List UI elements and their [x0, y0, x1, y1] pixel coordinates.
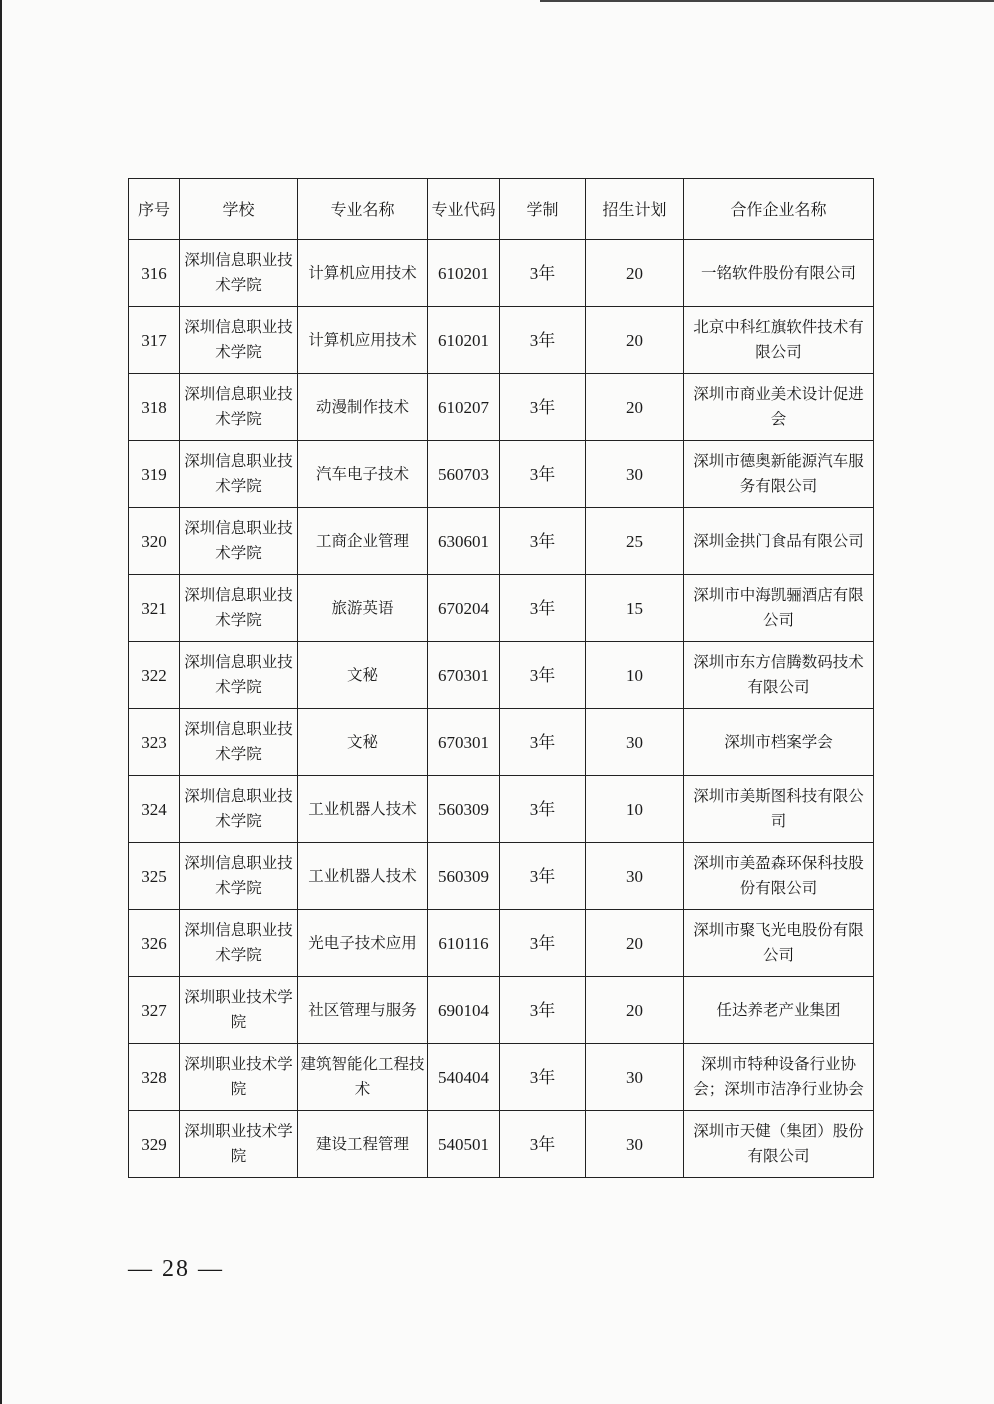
table-row [129, 575, 874, 642]
cell-col-code: 610116 [428, 910, 500, 977]
cell-col-major: 旅游英语 [298, 575, 428, 642]
cell-col-plan: 30 [586, 1111, 684, 1178]
cell-col-duration: 3年 [500, 1111, 586, 1178]
cell-col-duration: 3年 [500, 843, 586, 910]
cell-col-seq: 317 [129, 307, 180, 374]
cell-col-partner: 深圳市东方信腾数码技术有限公司 [684, 642, 874, 709]
scan-edge-top [540, 0, 994, 2]
cell-col-plan: 15 [586, 575, 684, 642]
cell-col-school: 深圳信息职业技术学院 [180, 240, 298, 307]
table-row [129, 642, 874, 709]
cell-col-code: 690104 [428, 977, 500, 1044]
cell-col-code: 610201 [428, 240, 500, 307]
cell-col-plan: 30 [586, 843, 684, 910]
cell-col-partner: 深圳市聚飞光电股份有限公司 [684, 910, 874, 977]
cell-col-seq: 322 [129, 642, 180, 709]
cell-col-code: 610201 [428, 307, 500, 374]
cell-col-plan: 20 [586, 374, 684, 441]
cell-col-code: 670301 [428, 709, 500, 776]
cell-col-school: 深圳职业技术学院 [180, 1044, 298, 1111]
cell-col-plan: 10 [586, 776, 684, 843]
table-row [129, 441, 874, 508]
header-col-code: 专业代码 [428, 179, 500, 240]
table-row [129, 374, 874, 441]
cell-col-code: 560309 [428, 776, 500, 843]
cell-col-seq: 326 [129, 910, 180, 977]
cell-col-major: 工业机器人技术 [298, 776, 428, 843]
cell-col-partner: 深圳市美盈森环保科技股份有限公司 [684, 843, 874, 910]
cell-col-school: 深圳信息职业技术学院 [180, 910, 298, 977]
cell-col-school: 深圳信息职业技术学院 [180, 843, 298, 910]
cell-col-school: 深圳职业技术学院 [180, 1111, 298, 1178]
cell-col-duration: 3年 [500, 575, 586, 642]
cell-col-plan: 20 [586, 977, 684, 1044]
table-row [129, 977, 874, 1044]
cell-col-duration: 3年 [500, 374, 586, 441]
cell-col-major: 汽车电子技术 [298, 441, 428, 508]
cell-col-seq: 320 [129, 508, 180, 575]
cell-col-duration: 3年 [500, 441, 586, 508]
table-row [129, 843, 874, 910]
cell-col-major: 光电子技术应用 [298, 910, 428, 977]
cell-col-school: 深圳信息职业技术学院 [180, 642, 298, 709]
cell-col-code: 670301 [428, 642, 500, 709]
table-row [129, 508, 874, 575]
header-col-partner: 合作企业名称 [684, 179, 874, 240]
cell-col-duration: 3年 [500, 508, 586, 575]
cell-col-major: 工业机器人技术 [298, 843, 428, 910]
cell-col-major: 建筑智能化工程技术 [298, 1044, 428, 1111]
cell-col-seq: 327 [129, 977, 180, 1044]
cell-col-school: 深圳信息职业技术学院 [180, 709, 298, 776]
cell-col-duration: 3年 [500, 709, 586, 776]
cell-col-plan: 30 [586, 1044, 684, 1111]
cell-col-seq: 319 [129, 441, 180, 508]
header-col-plan: 招生计划 [586, 179, 684, 240]
cell-col-seq: 323 [129, 709, 180, 776]
cell-col-duration: 3年 [500, 910, 586, 977]
cell-col-seq: 325 [129, 843, 180, 910]
cell-col-partner: 深圳市特种设备行业协会；深圳市洁净行业协会 [684, 1044, 874, 1111]
cell-col-code: 540404 [428, 1044, 500, 1111]
cell-col-partner: 深圳市德奥新能源汽车服务有限公司 [684, 441, 874, 508]
cell-col-partner: 任达养老产业集团 [684, 977, 874, 1044]
cell-col-school: 深圳信息职业技术学院 [180, 307, 298, 374]
cell-col-major: 动漫制作技术 [298, 374, 428, 441]
cell-col-school: 深圳信息职业技术学院 [180, 508, 298, 575]
cell-col-seq: 318 [129, 374, 180, 441]
table-row [129, 240, 874, 307]
header-col-seq: 序号 [129, 179, 180, 240]
cell-col-code: 630601 [428, 508, 500, 575]
table-row [129, 1044, 874, 1111]
cell-col-duration: 3年 [500, 307, 586, 374]
header-col-school: 学校 [180, 179, 298, 240]
table-row [129, 307, 874, 374]
header-col-major: 专业名称 [298, 179, 428, 240]
cell-col-partner: 北京中科红旗软件技术有限公司 [684, 307, 874, 374]
cell-col-partner: 深圳市商业美术设计促进会 [684, 374, 874, 441]
cell-col-code: 610207 [428, 374, 500, 441]
table-row [129, 776, 874, 843]
page-number: — 28 — [128, 1256, 224, 1282]
cell-col-major: 建设工程管理 [298, 1111, 428, 1178]
cell-col-plan: 20 [586, 910, 684, 977]
cell-col-major: 计算机应用技术 [298, 240, 428, 307]
table-row [129, 1111, 874, 1178]
cell-col-code: 560703 [428, 441, 500, 508]
cell-col-plan: 10 [586, 642, 684, 709]
cell-col-major: 社区管理与服务 [298, 977, 428, 1044]
cell-col-seq: 324 [129, 776, 180, 843]
cell-col-plan: 30 [586, 709, 684, 776]
cell-col-duration: 3年 [500, 776, 586, 843]
cell-col-partner: 深圳市天健（集团）股份有限公司 [684, 1111, 874, 1178]
table-row [129, 709, 874, 776]
cell-col-school: 深圳信息职业技术学院 [180, 441, 298, 508]
cell-col-seq: 321 [129, 575, 180, 642]
cell-col-duration: 3年 [500, 240, 586, 307]
table-header-row [129, 179, 874, 240]
cell-col-major: 计算机应用技术 [298, 307, 428, 374]
cell-col-major: 文秘 [298, 642, 428, 709]
cell-col-duration: 3年 [500, 1044, 586, 1111]
enrollment-plan-table [128, 178, 874, 1178]
cell-col-partner: 深圳市档案学会 [684, 709, 874, 776]
cell-col-seq: 328 [129, 1044, 180, 1111]
table-row [129, 910, 874, 977]
cell-col-code: 540501 [428, 1111, 500, 1178]
cell-col-major: 文秘 [298, 709, 428, 776]
cell-col-school: 深圳信息职业技术学院 [180, 575, 298, 642]
cell-col-school: 深圳信息职业技术学院 [180, 776, 298, 843]
cell-col-school: 深圳职业技术学院 [180, 977, 298, 1044]
cell-col-plan: 20 [586, 240, 684, 307]
cell-col-partner: 深圳金拱门食品有限公司 [684, 508, 874, 575]
table-body [129, 240, 874, 1178]
cell-col-duration: 3年 [500, 642, 586, 709]
header-col-duration: 学制 [500, 179, 586, 240]
cell-col-code: 670204 [428, 575, 500, 642]
scan-edge-left [0, 0, 2, 1404]
cell-col-duration: 3年 [500, 977, 586, 1044]
cell-col-seq: 316 [129, 240, 180, 307]
cell-col-partner: 一铭软件股份有限公司 [684, 240, 874, 307]
cell-col-code: 560309 [428, 843, 500, 910]
cell-col-major: 工商企业管理 [298, 508, 428, 575]
cell-col-school: 深圳信息职业技术学院 [180, 374, 298, 441]
cell-col-plan: 25 [586, 508, 684, 575]
cell-col-partner: 深圳市中海凯骊酒店有限公司 [684, 575, 874, 642]
cell-col-seq: 329 [129, 1111, 180, 1178]
cell-col-plan: 30 [586, 441, 684, 508]
cell-col-plan: 20 [586, 307, 684, 374]
cell-col-partner: 深圳市美斯图科技有限公司 [684, 776, 874, 843]
